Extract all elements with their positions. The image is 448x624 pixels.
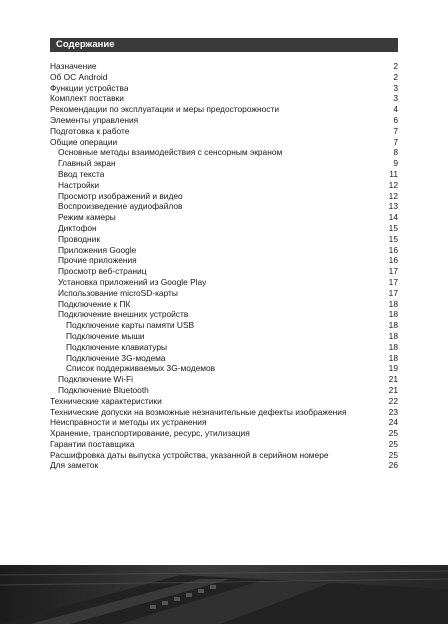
toc-entry[interactable]: [50, 450, 398, 461]
toc-entry[interactable]: [50, 439, 398, 450]
toc-entry-title: Просмотр изображений и видео: [58, 190, 183, 201]
toc-entry-page: 25: [388, 438, 398, 449]
toc-entry-page: 6: [393, 114, 398, 125]
toc-entry[interactable]: [50, 374, 398, 385]
toc-entry-title: Подключение Bluetooth: [58, 384, 149, 395]
toc-entry-page: 21: [388, 374, 398, 385]
toc-entry-page: 18: [388, 341, 398, 352]
toc-entry-title: Список поддерживаемых 3G-модемов: [66, 363, 216, 374]
toc-entry-title: Общие операции: [50, 136, 118, 147]
toc-entry[interactable]: [50, 277, 398, 288]
toc-entry[interactable]: [50, 299, 398, 310]
toc-entry[interactable]: [50, 288, 398, 299]
toc-entry[interactable]: [50, 93, 398, 104]
toc-entry-page: 18: [388, 320, 398, 331]
toc-entry-page: 23: [388, 406, 398, 417]
toc-entry[interactable]: [50, 83, 398, 94]
toc-entry-page: 11: [389, 168, 398, 179]
toc-entry-page: 25: [388, 428, 398, 439]
toc-entry-title: Об ОС Android: [50, 71, 108, 82]
toc-entry-title: Ввод текста: [58, 168, 105, 179]
toc-entry-title: Функции устройства: [50, 82, 129, 93]
toc-entry[interactable]: [50, 158, 398, 169]
toc-entry-title: Неисправности и методы их устранения: [50, 417, 207, 428]
table-of-contents: [50, 61, 398, 471]
toc-entry-page: 17: [388, 276, 398, 287]
toc-entry-title: Подключение Wi-Fi: [58, 374, 133, 385]
toc-entry[interactable]: [50, 407, 398, 418]
toc-entry-page: 16: [388, 255, 398, 266]
toc-entry[interactable]: [50, 385, 398, 396]
toc-entry-page: 8: [393, 147, 398, 158]
toc-entry[interactable]: [50, 460, 398, 471]
toc-entry-page: 13: [388, 201, 398, 212]
toc-entry-title: Подключение к ПК: [58, 298, 131, 309]
toc-entry-title: Технические характеристики: [50, 395, 162, 406]
toc-entry[interactable]: [50, 428, 398, 439]
toc-entry-page: 15: [388, 233, 398, 244]
toc-entry-title: Рекомендации по эксплуатации и меры предосторожности: [50, 104, 279, 115]
toc-entry[interactable]: [50, 309, 398, 320]
toc-entry[interactable]: [50, 201, 398, 212]
toc-entry-title: Элементы управления: [50, 114, 139, 125]
toc-entry-title: Диктофон: [58, 222, 97, 233]
toc-entry-title: Подключение 3G-модема: [66, 352, 166, 363]
toc-entry-page: 18: [388, 298, 398, 309]
toc-entry[interactable]: [50, 223, 398, 234]
toc-entry-page: 18: [388, 330, 398, 341]
toc-entry-title: Режим камеры: [58, 212, 116, 223]
toc-entry[interactable]: [50, 342, 398, 353]
toc-entry-title: Проводник: [58, 233, 101, 244]
toc-entry-page: 3: [393, 93, 398, 104]
toc-entry-page: 7: [393, 125, 398, 136]
toc-entry[interactable]: [50, 396, 398, 407]
toc-entry[interactable]: [50, 104, 398, 115]
toc-entry-title: Технические допуски на возможные незначительные дефекты изображения: [50, 406, 347, 417]
toc-entry[interactable]: [50, 61, 398, 72]
toc-entry[interactable]: [50, 72, 398, 83]
toc-heading: Содержание: [56, 39, 115, 50]
toc-entry[interactable]: [50, 266, 398, 277]
toc-entry-title: Гарантии поставщика: [50, 438, 135, 449]
toc-entry[interactable]: [50, 353, 398, 364]
toc-entry[interactable]: [50, 147, 398, 158]
toc-entry-page: 2: [393, 61, 398, 71]
toc-entry-page: 17: [388, 266, 398, 277]
toc-entry-title: Комплект поставки: [50, 93, 124, 104]
toc-entry-page: 22: [388, 395, 398, 406]
toc-entry[interactable]: [50, 417, 398, 428]
toc-entry-page: 9: [393, 158, 398, 169]
toc-entry[interactable]: [50, 255, 398, 266]
toc-entry-page: 16: [388, 244, 398, 255]
toc-entry-title: Просмотр веб-страниц: [58, 266, 147, 277]
toc-entry[interactable]: [50, 191, 398, 202]
toc-entry-title: Подготовка к работе: [50, 125, 130, 136]
toc-entry-page: 18: [388, 352, 398, 363]
decorative-footer-image: [0, 565, 448, 624]
toc-entry[interactable]: [50, 115, 398, 126]
toc-entry-page: 25: [388, 449, 398, 460]
toc-entry-title: Установка приложений из Google Play: [58, 276, 207, 287]
toc-entry[interactable]: [50, 180, 398, 191]
toc-entry-title: Приложения Google: [58, 244, 137, 255]
toc-entry-title: Расшифровка даты выпуска устройства, указанной в серийном номере: [50, 449, 329, 460]
toc-entry[interactable]: [50, 331, 398, 342]
toc-entry[interactable]: [50, 245, 398, 256]
toc-entry[interactable]: [50, 169, 398, 180]
toc-entry-title: Основные методы взаимодействия с сенсорным экраном: [58, 147, 283, 158]
toc-entry-title: Для заметок: [50, 460, 99, 471]
toc-entry-page: 2: [393, 71, 398, 82]
toc-entry[interactable]: [50, 212, 398, 223]
toc-entry-title: Воспроизведение аудиофайлов: [58, 201, 183, 212]
toc-entry-page: 4: [393, 104, 398, 115]
toc-entry[interactable]: [50, 137, 398, 148]
toc-entry-page: 15: [388, 222, 398, 233]
toc-entry-page: 12: [388, 190, 398, 201]
toc-entry-page: 26: [388, 460, 398, 471]
toc-entry-page: 21: [388, 384, 398, 395]
toc-entry-title: Главный экран: [58, 158, 116, 169]
toc-entry-page: 7: [393, 136, 398, 147]
toc-header-bar: [50, 38, 398, 52]
toc-entry-page: 14: [388, 212, 398, 223]
toc-entry-title: Подключение мыши: [66, 330, 145, 341]
toc-entry-title: Настройки: [58, 179, 100, 190]
toc-entry[interactable]: [50, 126, 398, 137]
toc-entry-page: 24: [388, 417, 398, 428]
toc-entry[interactable]: [50, 320, 398, 331]
toc-entry-page: 19: [388, 363, 398, 374]
toc-entry-title: Хранение, транспортирование, ресурс, утилизация: [50, 428, 250, 439]
toc-entry-title: Подключение карты памяти USB: [66, 320, 195, 331]
toc-entry-title: Прочие приложения: [58, 255, 137, 266]
toc-entry[interactable]: [50, 234, 398, 245]
toc-entry-title: Использование microSD-карты: [58, 287, 178, 298]
toc-entry-page: 12: [388, 179, 398, 190]
toc-entry[interactable]: [50, 363, 398, 374]
toc-entry-page: 18: [388, 309, 398, 320]
film-strip-graphic: [0, 565, 448, 624]
toc-entry-page: 3: [393, 82, 398, 93]
toc-entry-page: 17: [388, 287, 398, 298]
toc-entry-title: Назначение: [50, 61, 97, 71]
toc-entry-title: Подключение клавиатуры: [66, 341, 168, 352]
toc-entry-title: Подключение внешних устройств: [58, 309, 189, 320]
